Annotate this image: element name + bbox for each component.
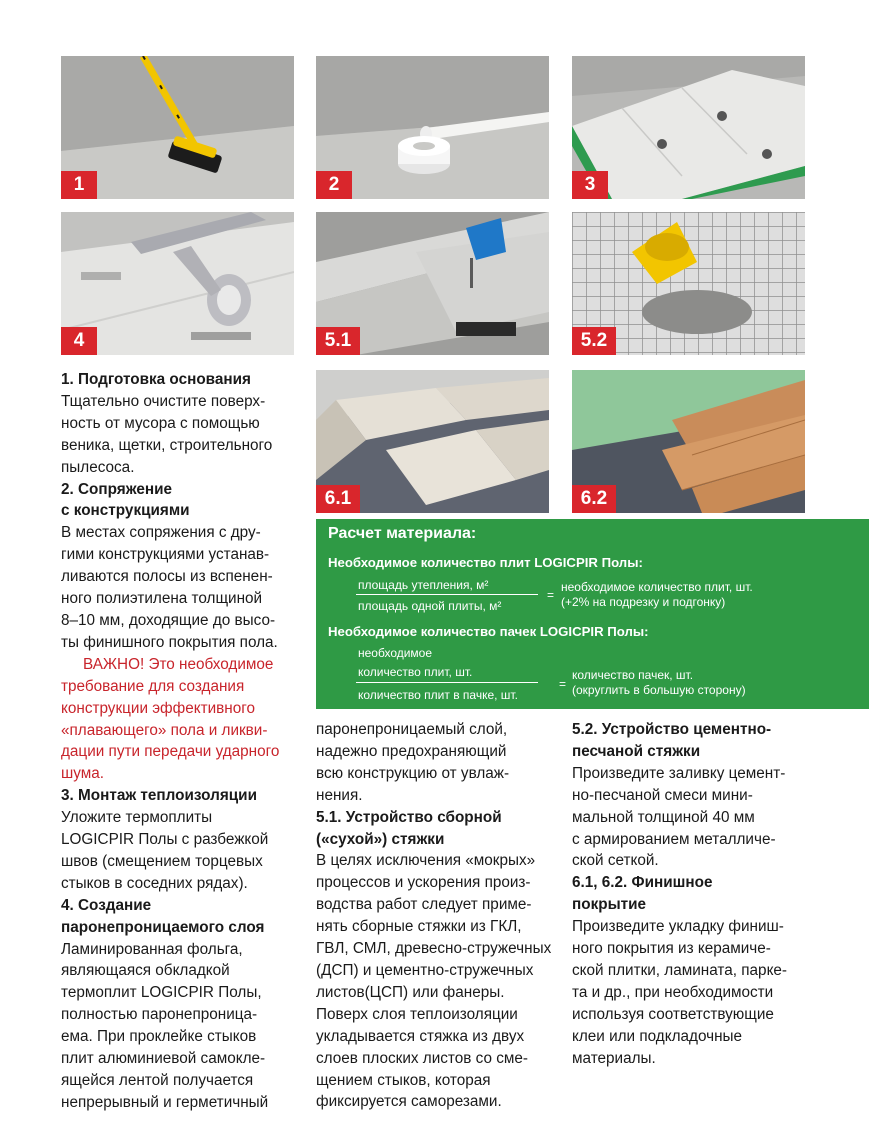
formula-2-fraction-line	[356, 682, 538, 683]
photo-step-4-foil-tape	[61, 212, 294, 355]
formula-2-numerator: необходимое	[358, 646, 433, 660]
text-line: Ламинированная фольга,	[61, 940, 243, 958]
formula-1-equals: =	[547, 588, 555, 602]
text-line: та и др., при необходимости	[572, 983, 774, 1001]
text-line: 8–10 мм, доходящие до высо-	[61, 611, 276, 629]
text-line: всю конструкцию от увлаж-	[316, 764, 510, 782]
text-line: надежно предохраняющий	[316, 742, 507, 760]
section-5-2-title: песчаной стяжки	[572, 742, 701, 760]
section-3-title: 3. Монтаж теплоизоляции	[61, 787, 257, 805]
material-calculation-box	[316, 519, 869, 709]
text-line: (ДСП) и цементно-стружечных	[316, 961, 534, 979]
section-1-title: 1. Подготовка основания	[61, 371, 251, 388]
step-badge-5-1: 5.1	[316, 327, 360, 355]
text-line: полностью паронепроница-	[61, 1006, 258, 1024]
text-line: ящейся лентой получается	[61, 1072, 254, 1089]
formula-1-result: необходимое количество плит, шт.	[561, 580, 753, 594]
formula-1-denominator: площадь одной плиты, м²	[358, 599, 502, 613]
text-line: плит алюминиевой самокле-	[61, 1050, 266, 1068]
formula-2-result-note: (округлить в большую сторону)	[572, 683, 746, 697]
formula-2-result: количество пачек, шт.	[572, 668, 694, 682]
text-line: непрерывный и герметичный	[61, 1093, 269, 1111]
step-badge-1: 1	[61, 171, 97, 199]
photo-step-5-1-dry-screed	[316, 212, 549, 355]
photo-step-3-insulation-boards	[572, 56, 805, 199]
text-line: гими конструкциями устанав-	[61, 546, 270, 564]
text-line: процессов и ускорения произ-	[316, 874, 531, 892]
text-line: ГВЛ, СМЛ, древесно-стружечных	[316, 940, 552, 958]
text-line: ливаются полосы из вспенен-	[61, 568, 273, 586]
text-line: слоев плоских листов со сме-	[316, 1049, 528, 1067]
calc-boards-subtitle: Необходимое количество плит LOGICPIR Полы:	[328, 555, 643, 570]
text-line: ема. При проклейке стыков	[61, 1028, 257, 1046]
warning-text: ВАЖНО! Это необходимое	[83, 655, 274, 673]
formula-1-result-note: (+2% на подрезку и подгонку)	[561, 595, 726, 609]
step-badge-3: 3	[572, 171, 608, 199]
text-column-2	[316, 719, 561, 1113]
text-line: Произведите укладку финиш-	[572, 918, 784, 936]
text-line: с армированием металличе-	[572, 830, 776, 848]
section-5-1-title: («сухой») стяжки	[316, 830, 445, 848]
photo-step-1-cleaning	[61, 56, 294, 199]
section-5-2-title: 5.2. Устройство цементно-	[572, 721, 772, 738]
text-line: нять сборные стяжки из ГКЛ,	[316, 918, 522, 936]
step-badge-6-1: 6.1	[316, 485, 360, 513]
section-6-title: покрытие	[572, 896, 647, 914]
text-line: LOGICPIR Полы с разбежкой	[61, 831, 269, 849]
formula-2-equals: =	[559, 677, 567, 691]
photo-step-6-1-ceramic-tiles	[316, 370, 549, 513]
photo-step-5-2-cement-screed	[572, 212, 805, 355]
photo-step-2-edge-tape	[316, 56, 549, 199]
text-line: пылесоса.	[61, 458, 135, 476]
text-line: фиксируется саморезами.	[316, 1093, 502, 1111]
text-line: мальной толщиной 40 мм	[572, 808, 755, 826]
formula-2-denominator: количество плит в пачке, шт.	[358, 688, 518, 702]
text-line: нения.	[316, 786, 363, 804]
text-line: клеи или подкладочные	[572, 1027, 743, 1045]
warning-text: шума.	[61, 765, 105, 783]
calc-title: Расчет материала:	[328, 525, 477, 542]
text-line: В целях исключения «мокрых»	[316, 852, 536, 870]
text-line: веника, щетки, строительного	[61, 436, 273, 454]
text-line: водства работ следует приме-	[316, 896, 532, 914]
text-line: швов (смещением торцевых	[61, 852, 263, 870]
text-line: ты финишного покрытия пола.	[61, 633, 278, 651]
text-line: Тщательно очистите поверх-	[61, 392, 266, 410]
warning-text: конструкции эффективного	[61, 699, 255, 717]
step-badge-2: 2	[316, 171, 352, 199]
text-line: стыков в соседних рядах).	[61, 874, 248, 892]
text-line: используя соответствующие	[572, 1005, 774, 1023]
text-line: ного полиэтилена толщиной	[61, 590, 263, 608]
warning-text: «плавающего» пола и ликви-	[61, 721, 268, 739]
text-line: Произведите заливку цемент-	[572, 764, 786, 782]
text-column-3	[572, 719, 817, 1070]
text-line: укладывается стяжка из двух	[316, 1027, 525, 1045]
text-line: ской сеткой.	[572, 852, 659, 870]
formula-1-fraction-line	[356, 594, 538, 595]
step-badge-5-2: 5.2	[572, 327, 616, 355]
formula-1-numerator: площадь утепления, м²	[358, 578, 489, 592]
section-5-1-title: 5.1. Устройство сборной	[316, 808, 502, 826]
text-line: паронепроницаемый слой,	[316, 721, 508, 738]
text-line: В местах сопряжения с дру-	[61, 524, 261, 542]
text-line: листов(ЦСП) или фанеры.	[316, 983, 505, 1001]
text-line: термоплит LOGICPIR Полы,	[61, 984, 262, 1002]
text-line: ного покрытия из керамиче-	[572, 940, 771, 958]
text-line: являющаяся обкладкой	[61, 962, 230, 980]
section-4-title: 4. Создание	[61, 896, 152, 914]
formula-2-numerator: количество плит, шт.	[358, 665, 473, 679]
text-line: материалы.	[572, 1049, 656, 1067]
section-2-title: 2. Сопряжение	[61, 480, 173, 498]
text-line: Уложите термоплиты	[61, 809, 213, 827]
section-4-title: паронепроницаемого слоя	[61, 918, 265, 936]
text-line: но-песчаной смеси мини-	[572, 786, 753, 804]
warning-text: дации пути передачи ударного	[61, 743, 280, 761]
step-badge-6-2: 6.2	[572, 485, 616, 513]
text-line: ность от мусора с помощью	[61, 414, 260, 432]
section-2-title: с конструкциями	[61, 502, 190, 520]
warning-text: требование для создания	[61, 677, 245, 695]
calc-packs-subtitle: Необходимое количество пачек LOGICPIR Полы:	[328, 624, 649, 639]
photo-step-6-2-laminate	[572, 370, 805, 513]
text-line: Поверх слоя теплоизоляции	[316, 1005, 518, 1023]
step-badge-4: 4	[61, 327, 97, 355]
text-line: щением стыков, которая	[316, 1071, 491, 1089]
text-line: ской плитки, ламината, парке-	[572, 961, 788, 979]
text-column-1	[61, 369, 301, 1114]
section-6-title: 6.1, 6.2. Финишное	[572, 874, 713, 892]
